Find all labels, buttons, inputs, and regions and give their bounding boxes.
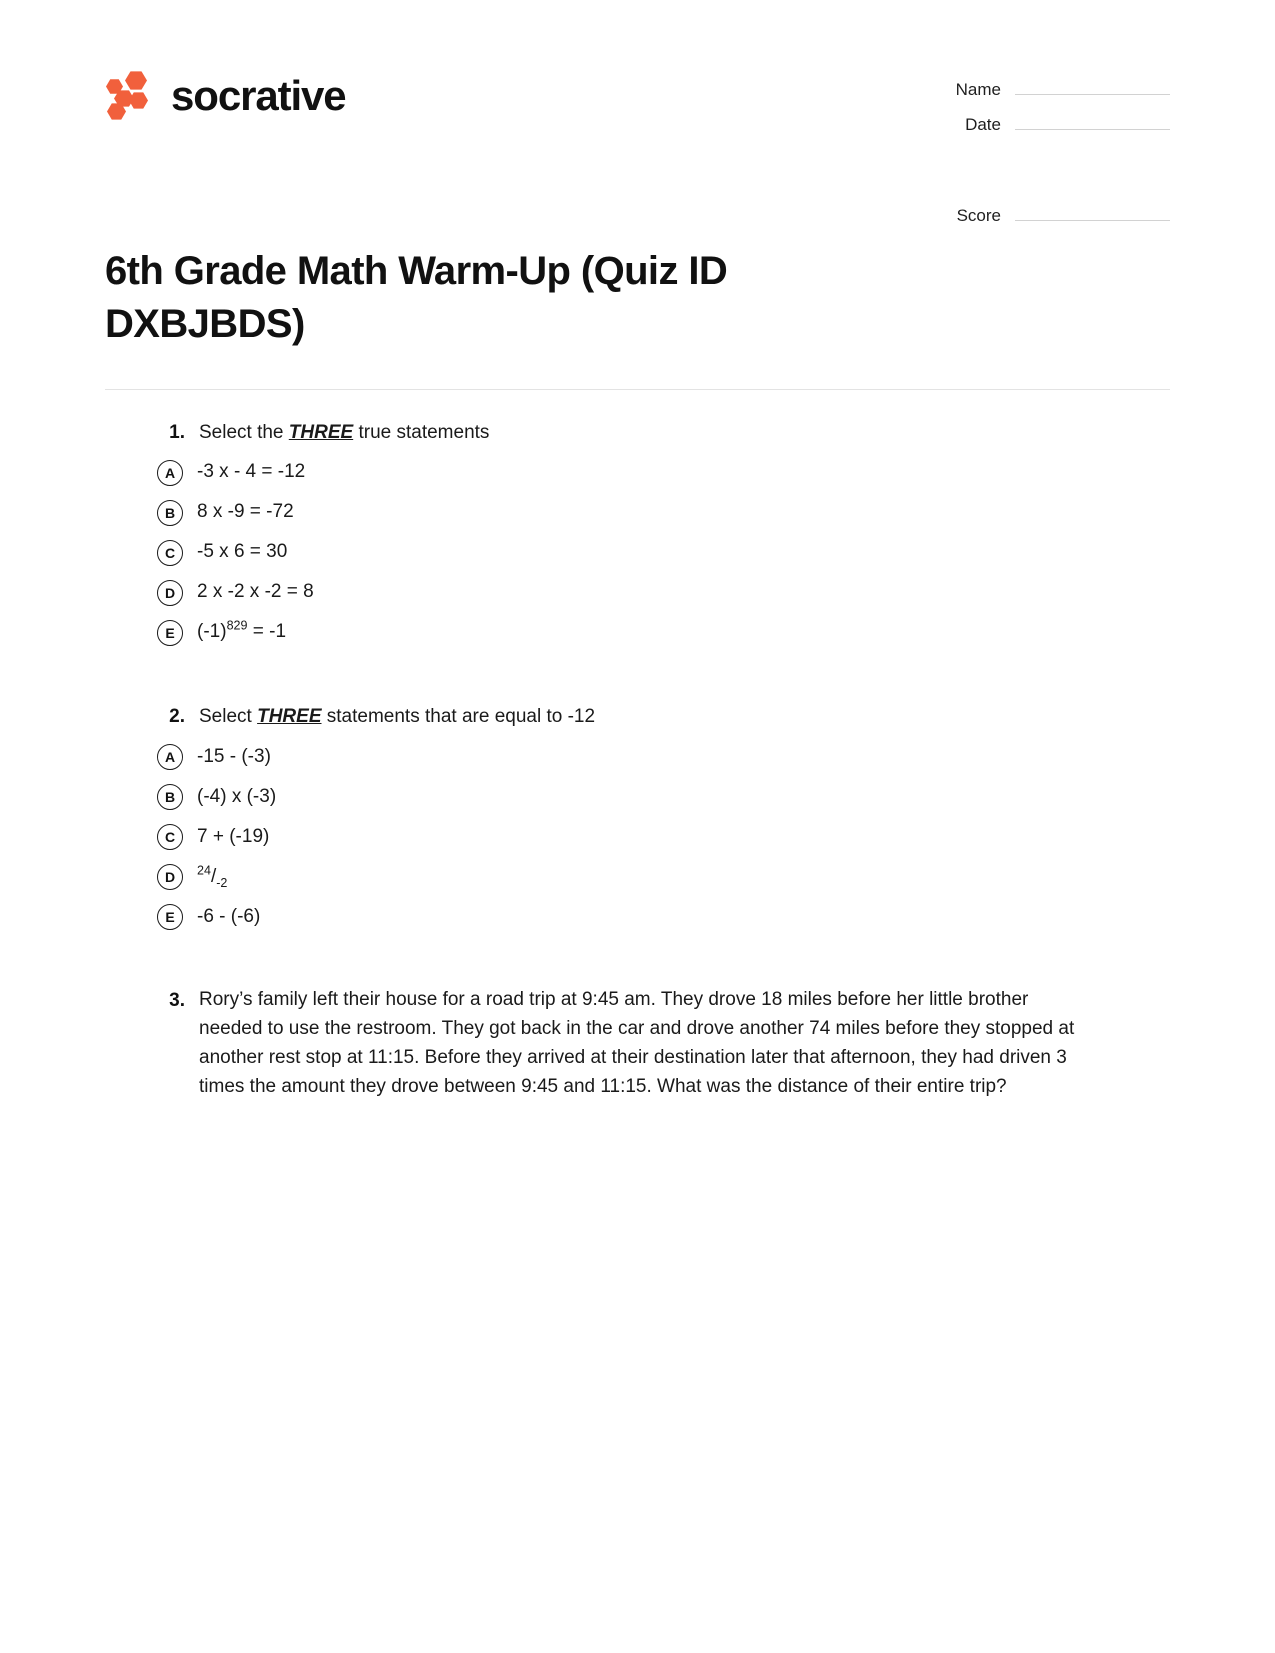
choice-bubble-a[interactable]: A [157, 460, 183, 486]
fraction-numerator: 24 [197, 863, 211, 878]
choice-bubble-c[interactable]: C [157, 540, 183, 566]
prompt-part: true statements [353, 421, 490, 443]
question-2-choices [105, 743, 1170, 930]
question-2 [105, 702, 1170, 930]
choice-bubble-c[interactable]: C [157, 824, 183, 850]
prompt-part: statements that are equal to -12 [321, 706, 596, 728]
date-input-line[interactable] [1015, 113, 1170, 130]
score-field-row [920, 204, 1170, 226]
choice-text [197, 620, 286, 645]
date-field-row [920, 113, 1170, 135]
question-2-header [105, 702, 1170, 731]
score-label: Score [956, 206, 1001, 225]
prompt-part: Select [199, 706, 258, 728]
choice-text: -3 x - 4 = -12 [197, 461, 306, 483]
choice-text: (-4) x (-3) [197, 785, 277, 807]
question-1-choices [105, 459, 1170, 646]
choice-bubble-a[interactable]: A [157, 744, 183, 770]
name-label: Name [955, 80, 1001, 99]
choice-option[interactable] [157, 539, 1170, 566]
expression-tail: = -1 [247, 621, 287, 643]
choice-bubble-e[interactable]: E [157, 904, 183, 930]
fraction-slash: / [210, 865, 217, 887]
choice-bubble-d[interactable]: D [157, 864, 183, 890]
expression-exponent: 829 [226, 618, 248, 633]
choice-option[interactable] [157, 863, 1170, 890]
prompt-part: Select the [199, 421, 289, 443]
questions-list [0, 390, 1275, 1102]
hexagon-icon [129, 92, 148, 109]
choice-text: 2 x -2 x -2 = 8 [197, 581, 314, 603]
question-3-prompt: Rory’s family left their house for a road trip at 9:45 am. They drove 18 miles before her little brother needed to use the restroom. They got back in the car and drove another 74 miles before they stopped at another rest stop at 11:15. Before they arrived at their destination later that afternoon, they had driven 3 times the amount they drove between 9:45 and 11:15. What was the distance of their entire trip? [199, 989, 1075, 1098]
prompt-emphasis: THREE [257, 706, 322, 728]
choice-text: 7 + (-19) [197, 825, 270, 847]
date-label: Date [965, 115, 1001, 134]
choice-bubble-b[interactable]: B [157, 500, 183, 526]
question-1-number: 1. [169, 421, 185, 443]
name-input-line[interactable] [1015, 78, 1170, 95]
score-input-line[interactable] [1015, 204, 1170, 221]
choice-option[interactable] [157, 823, 1170, 850]
name-field-row [920, 78, 1170, 100]
choice-option[interactable] [157, 619, 1170, 646]
question-1-header [105, 418, 1170, 447]
page-header [0, 0, 1275, 239]
choice-option[interactable] [157, 499, 1170, 526]
choice-text: 8 x -9 = -72 [197, 501, 294, 523]
question-3 [105, 986, 1170, 1102]
choice-option[interactable] [157, 743, 1170, 770]
fraction-denominator: -2 [216, 875, 228, 890]
socrative-logo [105, 60, 346, 122]
choice-text: -6 - (-6) [197, 905, 261, 927]
question-2-number: 2. [169, 706, 185, 728]
choice-text [197, 865, 227, 890]
question-2-prompt [199, 702, 595, 731]
expression-base: (-1) [197, 621, 227, 643]
student-meta-fields [920, 60, 1170, 239]
choice-bubble-d[interactable]: D [157, 580, 183, 606]
prompt-emphasis: THREE [288, 421, 354, 443]
page-title: 6th Grade Math Warm-Up (Quiz ID DXBJBDS) [105, 249, 728, 346]
question-1 [105, 418, 1170, 646]
question-3-header [105, 986, 1170, 1102]
hexagon-icon [125, 71, 147, 90]
choice-bubble-b[interactable]: B [157, 784, 183, 810]
choice-text: -5 x 6 = 30 [197, 541, 288, 563]
hexagon-cluster-icon [105, 70, 157, 122]
choice-text: -15 - (-3) [197, 745, 271, 767]
choice-option[interactable] [157, 579, 1170, 606]
title-block [0, 245, 1275, 351]
question-1-prompt [199, 418, 489, 447]
choice-bubble-e[interactable]: E [157, 620, 183, 646]
choice-option[interactable] [157, 903, 1170, 930]
choice-option[interactable] [157, 783, 1170, 810]
question-3-number: 3. [169, 990, 185, 1012]
brand-name: socrative [171, 72, 346, 119]
choice-option[interactable] [157, 459, 1170, 486]
